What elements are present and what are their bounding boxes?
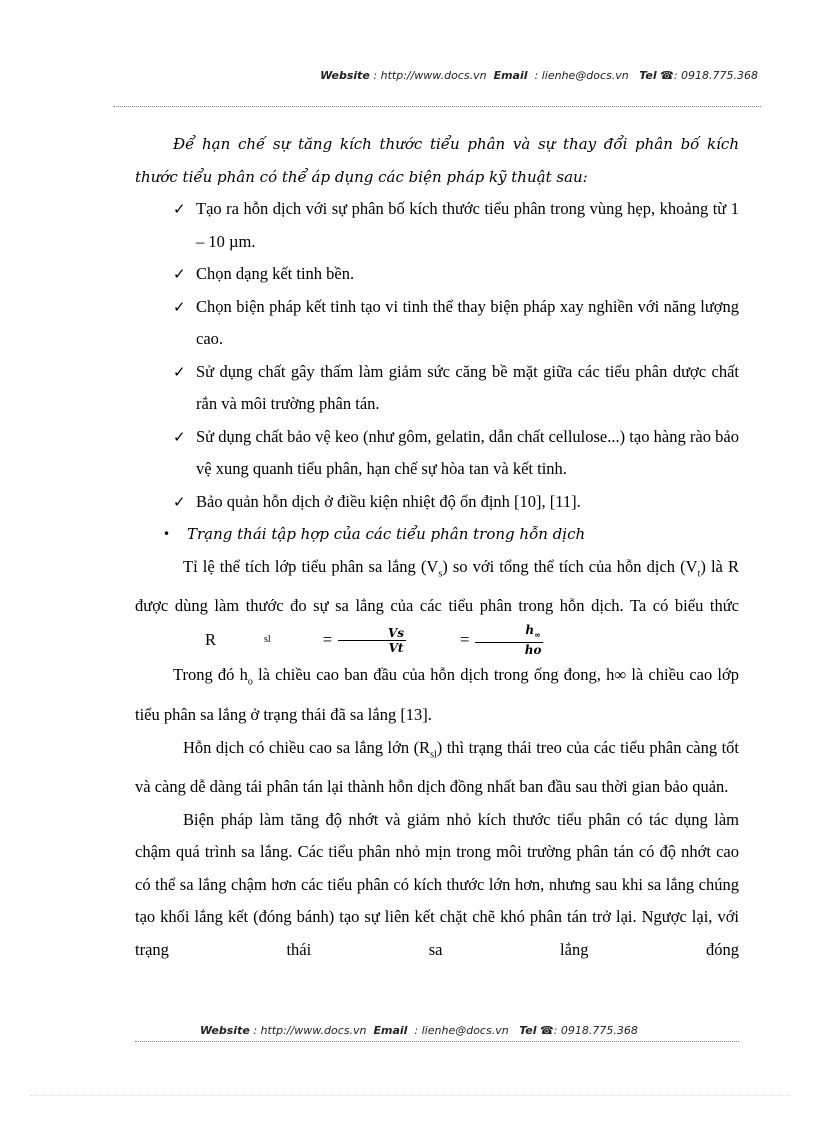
footer-website-link[interactable]: : http://www.docs.vn: [253, 1024, 367, 1037]
para1-text-b: ) so với tổng thể tích của hỗn dịch (V: [442, 556, 698, 576]
header-website-link[interactable]: : http://www.docs.vn: [373, 69, 487, 82]
header-tel-value: : 0918.775.368: [673, 69, 758, 82]
section-heading: [135, 518, 739, 551]
list-item: [135, 486, 739, 519]
bullet-icon: •: [163, 527, 171, 541]
para3-text-b: ) thì trạng thái treo của các tiểu phân càng tốt và càng dễ dàng tái phân tán lại thành hỗn dịch đồng nhất ban đầu sau thời gian bảo quản.: [135, 737, 739, 797]
para1-text-a: Tỉ lệ thể tích lớp tiểu phân sa lắng (V: [183, 556, 439, 576]
phone-icon: ☎: [540, 1024, 554, 1037]
checkmark-icon: ✓: [173, 265, 186, 283]
checklist-text: Chọn biện pháp kết tinh tạo vi tinh thể thay biện pháp xay nghiền với năng lượng cao.: [196, 296, 739, 348]
para2-sub-o: o: [247, 676, 253, 688]
checklist-text: Sử dụng chất bảo vệ keo (như gôm, gelatin, dẫn chất cellulose...) tạo hàng rào bảo vệ xung quanh tiểu phân, hạn chế sự hòa tan và kết tinh.: [196, 426, 739, 478]
document-body: [135, 128, 739, 966]
fraction-vs-vt: [338, 626, 406, 655]
footer-email-label: Email: [373, 1024, 408, 1037]
phone-icon: ☎: [660, 69, 674, 82]
checkmark-icon: ✓: [173, 297, 186, 316]
fraction-denominator: Vt: [388, 640, 404, 655]
fraction-denominator: ho: [524, 642, 542, 657]
checklist-text: Sử dụng chất gây thấm làm giảm sức căng bề mặt giữa các tiểu phân dược chất rắn và môi trường phân tán.: [196, 361, 739, 413]
formula-lhs: R: [205, 629, 217, 649]
intro-line-2: thước tiểu phân có thể áp dụng các biện pháp kỹ thuật sau:: [135, 167, 588, 186]
paragraph-definitions: [135, 659, 739, 731]
list-item: [135, 258, 739, 291]
header-tel-label: Tel: [639, 69, 657, 82]
fraction-numerator-sub: ∞: [534, 629, 541, 640]
fraction-hinf-ho: [475, 623, 542, 656]
page-bottom-divider: [30, 1095, 790, 1096]
paragraph-suspension-height: [135, 732, 739, 804]
fraction-numerator-h: h: [525, 623, 535, 638]
checkmark-icon: ✓: [173, 362, 186, 381]
list-item: [135, 291, 739, 356]
footer-divider: [135, 1041, 739, 1042]
para1-text-c: ) là R được dùng làm thước đo sự sa lắng của các tiểu phân trong hỗn dịch. Ta có biểu thức: [135, 556, 739, 616]
formula-lhs-sub: sl: [264, 633, 271, 645]
para3-text-a: Hỗn dịch có chiều cao sa lắng lớn (R: [183, 737, 431, 757]
list-item: [135, 193, 739, 258]
page-header: [320, 69, 758, 82]
para1-sub-t: t: [697, 567, 701, 579]
list-item: [135, 356, 739, 421]
page-footer: [200, 1024, 638, 1037]
checkmark-icon: ✓: [173, 427, 186, 446]
footer-tel-label: Tel: [519, 1024, 537, 1037]
checkmark-icon: ✓: [173, 200, 186, 218]
footer-website-label: Website: [200, 1024, 250, 1037]
checklist-text: Bảo quản hỗn dịch ở điều kiện nhiệt độ ổn định [10], [11].: [196, 491, 581, 511]
header-email-label: Email: [493, 69, 528, 82]
header-website-label: Website: [320, 69, 370, 82]
section-heading-text: Trạng thái tập hợp của các tiểu phân trong hỗn dịch: [187, 525, 586, 543]
footer-tel-value: : 0918.775.368: [553, 1024, 638, 1037]
para2-text-b: là chiều cao ban đầu của hỗn dịch trong ống đong, h∞ là chiều cao lớp tiểu phân sa lắng ở trạng thái đã sa lắng [13].: [135, 665, 739, 725]
settling-formula: [157, 625, 549, 655]
header-email-link[interactable]: : lienhe@docs.vn: [534, 69, 629, 82]
para2-text-a: Trong đó h: [173, 665, 248, 685]
header-divider: [113, 106, 761, 107]
checkmark-icon: ✓: [173, 492, 186, 511]
formula-equals: =: [460, 629, 470, 649]
fraction-numerator: Vs: [338, 626, 406, 641]
checklist-text: Tạo ra hỗn dịch với sự phân bố kích thước tiểu phân trong vùng hẹp, khoảng từ 1 – 10 µm.: [196, 199, 739, 251]
intro-line-1: Để hạn chế sự tăng kích thước tiểu phân và sự thay đổi phân bố kích: [173, 135, 739, 153]
paragraph-settling-ratio: [135, 551, 739, 656]
paragraph-viscosity: Biện pháp làm tăng độ nhớt và giảm nhỏ kích thước tiểu phân có tác dụng làm chậm quá trình sa lắng. Các tiểu phân nhỏ mịn trong môi trường phân tán có độ nhớt cao có thể sa lắng chậm hơn các tiểu phân có kích thước lớn hơn, nhưng sau khi sa lắng chúng tạo khối lắng kết (đóng bánh) tạo sự liên kết chặt chẽ khó phân tán trở lại. Ngược lại, với trạng thái sa lắng đóng: [135, 809, 739, 959]
fraction-numerator: [475, 623, 542, 642]
footer-email-link[interactable]: : lienhe@docs.vn: [414, 1024, 509, 1037]
formula-equals: =: [322, 629, 332, 649]
para3-sub-sl: sl: [430, 748, 437, 760]
checklist-text: Chọn dạng kết tinh bền.: [196, 264, 355, 283]
para1-sub-s: s: [438, 567, 443, 579]
list-item: [135, 421, 739, 486]
